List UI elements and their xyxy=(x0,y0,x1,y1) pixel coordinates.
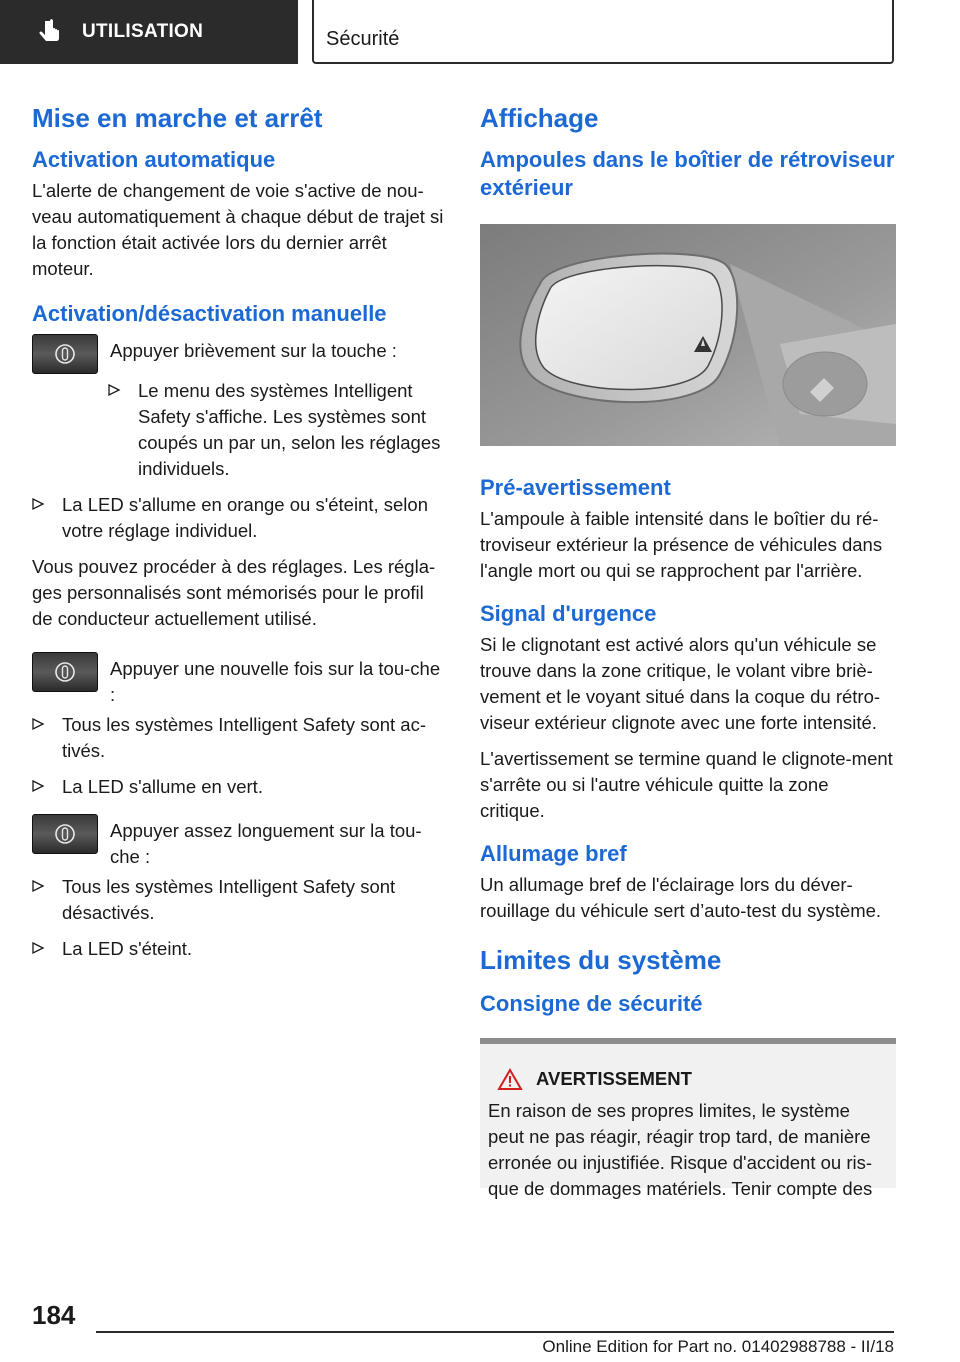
edition-text: Online Edition for Part no. 01402988788 - II/18 xyxy=(542,1337,894,1356)
list-item: La LED s'allume en vert. xyxy=(32,774,448,800)
list-item: Le menu des systèmes Intelligent Safety s'affiche. Les systèmes sont coupés un par un, selon les réglages individuels. xyxy=(108,378,448,482)
intelligent-safety-icon xyxy=(54,823,76,845)
exterior-mirror-photo xyxy=(480,224,896,446)
led-bullets xyxy=(32,492,448,544)
press2-bullets xyxy=(32,712,448,800)
safety-button-image xyxy=(32,334,98,374)
urgent-signal-text-2: L'avertissement se termine quand le clignote-ment s'arrête ou si l'autre véhicule quitte la zone critique. xyxy=(480,748,893,821)
intelligent-safety-icon xyxy=(54,343,76,365)
pre-warning-heading: Pré-avertissement xyxy=(480,475,671,500)
chapter-tab xyxy=(0,0,298,64)
list-item: Tous les systèmes Intelligent Safety sont ac-tivés. xyxy=(32,712,448,764)
triangle-bullet-icon xyxy=(32,498,44,510)
footer-divider xyxy=(96,1331,894,1333)
lamps-heading: Ampoules dans le boîtier de rétroviseur extérieur xyxy=(480,147,895,200)
press2-text: Appuyer une nouvelle fois sur la tou-che : xyxy=(110,658,441,705)
triangle-bullet-icon xyxy=(108,384,120,396)
press-row-1 xyxy=(32,338,448,374)
auto-activation-text: L'alerte de changement de voie s'active de nou-veau automatiquement à chaque début de trajet si la fonction était activée lors du dernier arrêt moteur. xyxy=(32,180,444,279)
press3-bullets xyxy=(32,874,448,962)
hand-pointer-icon xyxy=(34,17,64,47)
warning-header xyxy=(498,1068,888,1090)
triangle-bullet-icon xyxy=(32,942,44,954)
press-row-3 xyxy=(32,818,448,870)
settings-text: Vous pouvez procéder à des réglages. Les régla-ges personnalisés sont mémorisés pour le profil de conducteur actuellement utilisé. xyxy=(32,556,436,629)
brief-lighting-text: Un allumage bref de l'éclairage lors du déver-rouillage du véhicule sert d’auto-test du système. xyxy=(480,874,882,921)
list-item: La LED s'allume en orange ou s'éteint, selon votre réglage individuel. xyxy=(32,492,448,544)
list-item: Tous les systèmes Intelligent Safety sont désactivés. xyxy=(32,874,448,926)
intelligent-safety-icon xyxy=(54,661,76,683)
warning-box xyxy=(480,1038,896,1199)
urgent-signal-heading: Signal d'urgence xyxy=(480,601,657,626)
warning-triangle-icon xyxy=(498,1068,522,1090)
triangle-bullet-icon xyxy=(32,718,44,730)
list-item: La LED s'éteint. xyxy=(32,936,448,962)
warning-text: En raison de ses propres limites, le système peut ne pas réagir, réagir trop tard, de manière erronée ou injustifiée. Risque d'accident ou ris-que de dommages matériels. Tenir compte des xyxy=(488,1100,873,1199)
safety-notice-heading: Consigne de sécurité xyxy=(480,991,703,1016)
triangle-bullet-icon xyxy=(32,780,44,792)
urgent-signal-text: Si le clignotant est activé alors qu'un véhicule se trouve dans la zone critique, le volant vibre briè-vement et le voyant situé dans la coque du rétro-viseur extérieur clignote avec une forte intensité. xyxy=(480,634,881,733)
press-row-2 xyxy=(32,656,448,708)
limits-title: Limites du système xyxy=(480,945,722,975)
warning-label: AVERTISSEMENT xyxy=(536,1068,692,1089)
left-title: Mise en marche et arrêt xyxy=(32,103,323,133)
press3-text: Appuyer assez longuement sur la tou-che : xyxy=(110,820,422,867)
page-number: 184 xyxy=(32,1300,76,1330)
safety-button-image xyxy=(32,814,98,854)
triangle-bullet-icon xyxy=(32,880,44,892)
press1-bullets xyxy=(108,378,448,482)
section-header xyxy=(312,0,894,64)
brief-lighting-heading: Allumage bref xyxy=(480,841,627,866)
right-column xyxy=(480,96,896,1199)
press1-text: Appuyer brièvement sur la touche : xyxy=(110,340,397,361)
manual-activation-heading: Activation/désactivation manuelle xyxy=(32,301,387,326)
section-label: Sécurité xyxy=(326,28,400,50)
chapter-label: UTILISATION xyxy=(82,21,204,42)
left-column xyxy=(32,96,448,972)
safety-button-image xyxy=(32,652,98,692)
auto-activation-heading: Activation automatique xyxy=(32,147,276,172)
pre-warning-text: L'ampoule à faible intensité dans le boîtier du ré-troviseur extérieur la présence de véhicules dans l'angle mort ou qui se rapprochent par l'arrière. xyxy=(480,508,883,581)
right-title: Affichage xyxy=(480,103,599,133)
